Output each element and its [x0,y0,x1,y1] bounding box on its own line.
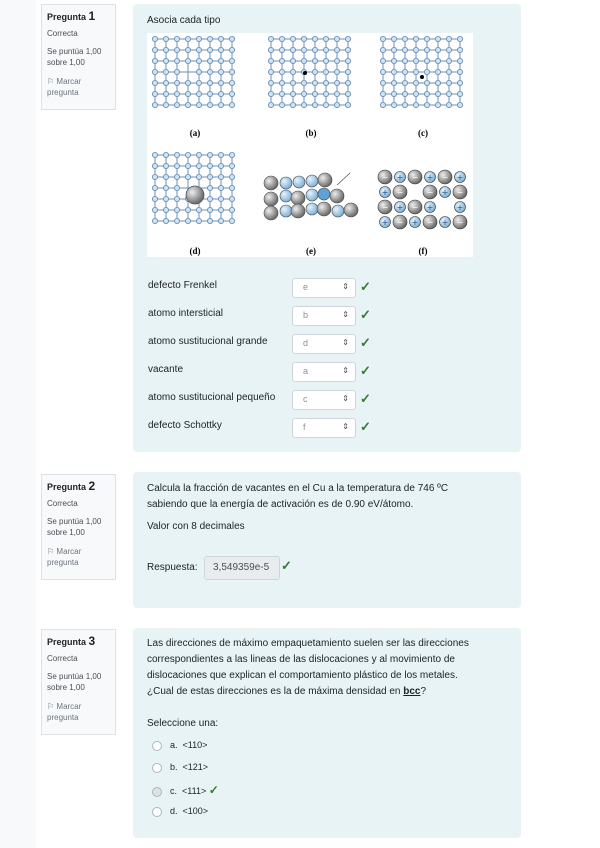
svg-text:−: − [381,203,389,212]
radio-button[interactable] [152,741,162,751]
svg-text:−: − [396,188,404,197]
match-label: defecto Frenkel [148,280,217,291]
crystal-defects-illustration [147,33,473,257]
correct-check-icon: ✓ [360,335,371,350]
svg-text:−: − [426,218,434,227]
question-text: Valor con 8 decimales [147,521,245,532]
svg-text:+: + [441,188,449,197]
defects-figure [147,33,473,257]
svg-text:+: + [426,173,434,182]
flag-icon: ⚐ [47,77,55,86]
match-select[interactable]: e ⇕ [292,278,356,298]
svg-text:−: − [396,218,404,227]
figure-caption-c: (c) [418,128,428,138]
match-select[interactable]: d ⇕ [292,334,356,354]
select-arrow-icon: ⇕ [342,422,349,431]
question-info-2 [41,474,116,580]
question-status: Correcta [47,499,78,508]
question-text: sabiendo que la energía de activación es de 0.90 eV/átomo. [147,499,414,510]
svg-text:−: − [456,218,464,227]
svg-text:+: + [441,218,449,227]
question-text: correspondientes a las lineas de las dislocaciones y al movimiento de [147,654,455,665]
correct-check-icon: ✓ [360,391,371,406]
flag-icon: ⚐ [47,547,55,556]
select-arrow-icon: ⇕ [342,282,349,291]
question-number: Pregunta 1 [47,9,96,23]
flag-question-link[interactable]: ⚐ Marcar pregunta [47,77,82,97]
question-grade: Se puntúa 1,00 sobre 1,00 [47,47,102,67]
svg-text:+: + [456,203,464,212]
correct-check-icon: ✓ [360,363,371,378]
match-label: atomo intersticial [148,308,224,319]
question-grade: Se puntúa 1,00 sobre 1,00 [47,672,102,692]
radio-button[interactable] [152,763,162,773]
radio-button[interactable] [152,807,162,817]
select-arrow-icon: ⇕ [342,366,349,375]
option-b[interactable]: b. <121> [152,762,208,773]
flag-question-link[interactable]: ⚐ Marcar pregunta [47,547,82,567]
correct-check-icon: ✓ [360,279,371,294]
match-label: defecto Schottky [148,420,222,431]
match-select[interactable]: c ⇕ [292,390,356,410]
match-label: atomo sustitucional grande [148,336,268,347]
select-arrow-icon: ⇕ [342,310,349,319]
answer-label: Respuesta: [147,562,198,573]
svg-text:+: + [381,188,389,197]
question-prompt: Asocia cada tipo [147,15,221,26]
svg-text:+: + [456,173,464,182]
question-info-1 [41,4,116,110]
flag-icon: ⚐ [47,702,55,711]
question-text: Calcula la fracción de vacantes en el Cu a la temperatura de 746 ºC [147,483,449,494]
question-text: ¿Cual de estas direcciones es la de máxima densidad en bcc? [147,686,427,697]
option-d[interactable]: d. <100> [152,806,208,817]
match-select[interactable]: b ⇕ [292,306,356,326]
answer-input[interactable]: 3,549359e-5 [204,556,280,580]
svg-text:−: − [456,188,464,197]
svg-text:−: − [381,173,389,182]
question-status: Correcta [47,29,78,38]
svg-text:+: + [396,173,404,182]
svg-text:−: − [411,203,419,212]
figure-caption-b: (b) [305,128,317,138]
question-text: Las direcciones de máximo empaquetamiento suelen ser las direcciones [147,638,469,649]
figure-caption-a: (a) [189,128,201,138]
question-number: Pregunta 2 [47,479,96,493]
question-info-3 [41,629,116,735]
figure-caption-e: (e) [306,246,316,256]
svg-text:−: − [411,173,419,182]
option-c[interactable]: c. <111> ✓ [152,783,219,797]
svg-text:−: − [426,188,434,197]
figure-caption-d: (d) [189,246,201,256]
figure-caption-f: (f) [418,246,428,256]
match-label: vacante [148,364,184,375]
correct-check-icon: ✓ [281,558,292,573]
correct-check-icon: ✓ [360,419,371,434]
match-label: atomo sustitucional pequeño [148,392,276,403]
svg-text:+: + [396,203,404,212]
svg-text:−: − [441,173,449,182]
question-text: dislocaciones que explican el comportamiento plástico de los metales. [147,670,458,681]
bcc-keyword: bcc [403,686,421,697]
question-grade: Se puntúa 1,00 sobre 1,00 [47,517,102,537]
svg-text:+: + [381,218,389,227]
correct-check-icon: ✓ [360,307,371,322]
select-arrow-icon: ⇕ [342,338,349,347]
question-number: Pregunta 3 [47,634,96,648]
match-select[interactable]: f ⇕ [292,418,356,438]
option-a[interactable]: a. <110> [152,740,207,751]
question-status: Correcta [47,654,78,663]
svg-text:+: + [411,218,419,227]
match-select[interactable]: a ⇕ [292,362,356,382]
select-prompt: Seleccione una: [147,718,219,729]
radio-button-selected[interactable] [152,787,162,797]
svg-text:+: + [426,203,434,212]
flag-question-link[interactable]: ⚐ Marcar pregunta [47,702,82,722]
select-arrow-icon: ⇕ [342,394,349,403]
correct-check-icon: ✓ [208,783,219,797]
